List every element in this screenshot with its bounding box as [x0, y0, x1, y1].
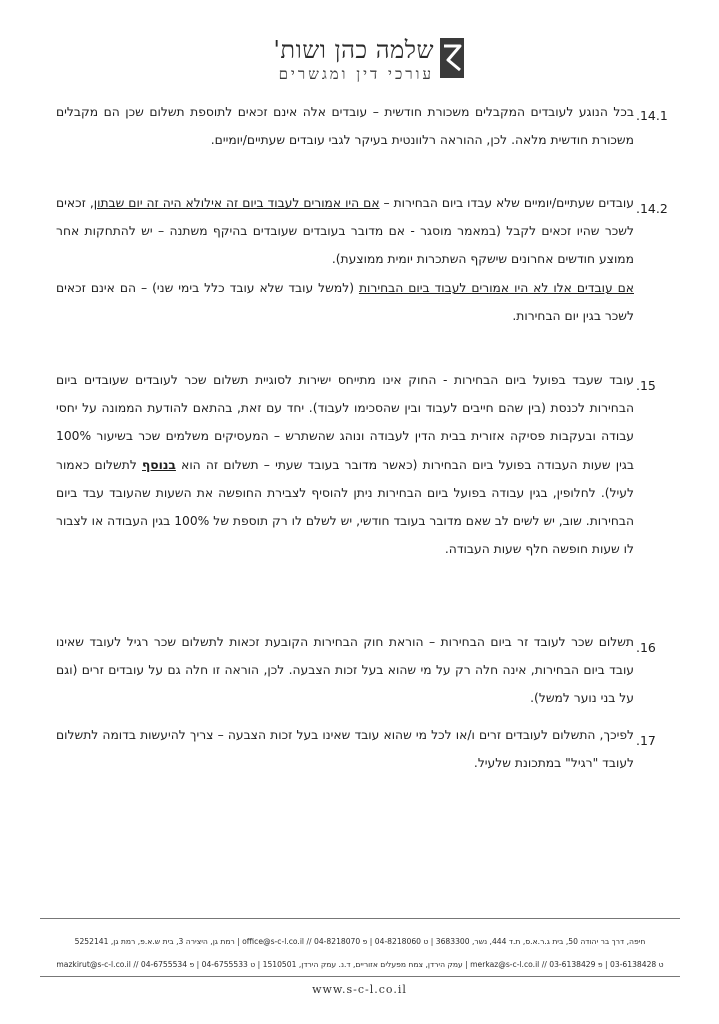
footer-address-line-2: ט 03-6138428 | פ 03-6138429 // merkaz@s-c-l.co.il | עמק הירדן, צמח מפעלים אזוריים, ד.נ. עמק הירדן, 1510501 | ט 04-6755533 | פ 04-6755534 // mazkirut@s-c-l.co.il [56, 960, 664, 969]
footer-address-line-1: חיפה, דרך בר יהודה 50, בית ג.ר.א.ס, ת.ד 444, נשר, 3683300 | ט 04-8218060 | פ 04-8218070 // office@s-c-l.co.il | רמת גן, היצירה 3, בית ש.א.פ, רמת גן, 5252141 [74, 937, 646, 946]
firm-logo-icon [440, 38, 464, 78]
text-run: , זכאים לשכר שהיו זכאים לקבל (במאמר מוסגר - אם מדובר בעובדים שעובדים בהיקף משתנה – יש להתחקות אחר ממוצע חודשים אחרונים שישקף השתכרות יומית ממוצעת). [56, 196, 634, 267]
section-number: .14.2 [636, 201, 668, 216]
section-14-2 [56, 189, 634, 330]
underlined-text: אם עובדים אלו לא היו אמורים לעבוד ביום הבחירות [358, 280, 634, 295]
footer-divider [40, 918, 680, 919]
underlined-text: אם היו אמורים לעבוד ביום זה אילולא היה זה יום שבתון [93, 196, 380, 210]
text-run: עובד שעבד בפועל ביום הבחירות - החוק אינו מתייחס ישירות לסוגיית תשלום שכר לעובדים שעובדים ביום הבחירות לכנסת (בין שהם חייבים לעבוד ובין שהסכימו לעבוד). יחד עם זאת, בהתאם להודעת הממונה על יחסי עבודה ובעקבות פסיקה אזורית בבית הדין לעבודה ונוהג שהשתרש – המעסיקים משלמים שכר בשיעור 100% בגין שעות העבודה בפועל ביום הבחירות (כאשר מדובר בעובד שעתי – תשלום זה הוא [56, 373, 634, 472]
section-number: .15 [636, 378, 656, 393]
section-number: .14.1 [636, 108, 668, 123]
footer-divider [40, 976, 680, 977]
section-16 [56, 628, 634, 713]
text-run: (למשל עובד שלא עובד כלל בימי שני) – הם אינם זכאים לשכר בגין יום הבחירות. [56, 280, 634, 323]
firm-name: שלמה כהן ושות' [273, 36, 434, 64]
section-text: בכל הנוגע לעובדים המקבלים משכורת חודשית – עובדים אלה אינם זכאים לתוספת תשלום שכן הם מקבלים משכורת חודשית מלאה. לכן, ההוראה רלוונטית בעיקר לגבי עובדים שעתיים/יומיים. [56, 105, 634, 148]
firm-subtitle: עורכי דין ומגשרים [278, 65, 434, 83]
letterhead [258, 36, 464, 88]
section-15 [56, 366, 634, 563]
section-14-1 [56, 98, 634, 154]
section-paragraph [56, 366, 634, 563]
footer-website-link[interactable]: www.s-c-l.co.il [312, 983, 407, 996]
bold-underlined-text: בנוסף [141, 457, 176, 472]
section-paragraph [56, 189, 634, 274]
section-number: .16 [636, 640, 656, 655]
text-run: לתשלום כאמור לעיל). לחלופין, בגין עבודה בפועל ביום הבחירות ניתן להוסיף לצבירת החופשה את השעות שהעובד עבד ביום הבחירות. שוב, יש לשים לב שאם מדובר בעובד חודשי, יש לשלם לו רק תוספת של 100% בגין העבודה או לצבור לו שעות חופשה חלף שעות העבודה. [56, 457, 634, 557]
section-number: .17 [636, 733, 656, 748]
text-run: עובדים שעתיים/יומיים שלא עבדו ביום הבחירות – [379, 196, 634, 210]
section-text: תשלום שכר לעובד זר ביום הבחירות – הוראת חוק הבחירות הקובעת זכאות לתשלום שכר רגיל לעובד שאינו עובד ביום הבחירות, אינה חלה רק על מי שהוא בעל זכות הצבעה. לכן, הוראה זו חלה גם על עובדים זרים (וגם על בני נוער למשל). [56, 635, 634, 706]
section-17 [56, 721, 634, 777]
section-paragraph [56, 274, 634, 330]
section-text: לפיכך, התשלום לעובדים זרים ו/או לכל מי שהוא עובד שאינו בעל זכות הצבעה – צריך להיעשות בדומה לתשלום לעובד "רגיל" במתכונת שלעיל. [56, 728, 634, 771]
